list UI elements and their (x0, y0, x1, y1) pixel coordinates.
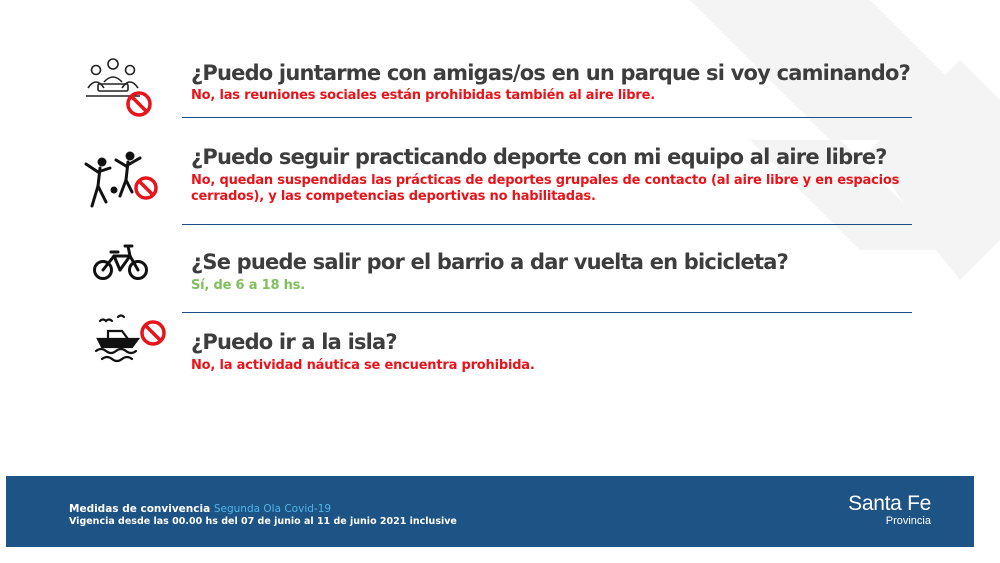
divider (182, 312, 912, 313)
faq-answer: No, las reuniones sociales están prohibidas también al aire libre. (191, 88, 655, 103)
footer-validity: Vigencia desde las 00.00 hs del 07 de junio al 11 de junio 2021 inclusive (69, 516, 457, 527)
bicycle-icon (92, 242, 150, 282)
faq-question: ¿Puedo seguir practicando deporte con mi equipo al aire libre? (191, 145, 887, 169)
footer-title-highlight: Segunda Ola Covid-19 (213, 503, 332, 515)
brand-subtitle: Provincia (885, 515, 931, 527)
footer-title (69, 503, 331, 515)
footer-bar (6, 476, 974, 547)
team-sports-prohibited-icon (82, 150, 160, 212)
boat-prohibited-icon (92, 313, 170, 365)
divider (182, 117, 912, 118)
faq-answer: No, la actividad náutica se encuentra prohibida. (191, 358, 535, 373)
faq-question: ¿Puedo ir a la isla? (191, 330, 397, 354)
faq-question: ¿Se puede salir por el barrio a dar vuelta en bicicleta? (191, 250, 788, 274)
divider (182, 224, 912, 225)
brand-logo (848, 493, 931, 528)
brand-name: Santa Fe (848, 492, 931, 515)
people-gathering-prohibited-icon (84, 56, 156, 120)
faq-question: ¿Puedo juntarme con amigas/os en un parque si voy caminando? (191, 61, 910, 85)
faq-answer: No, quedan suspendidas las prácticas de deportes grupales de contacto (al aire libre y en espacios cerrados), y las competencias deportivas no habilitadas. (191, 173, 900, 204)
footer-title-bold: Medidas de convivencia (69, 503, 211, 515)
faq-answer: Sí, de 6 a 18 hs. (191, 278, 305, 293)
